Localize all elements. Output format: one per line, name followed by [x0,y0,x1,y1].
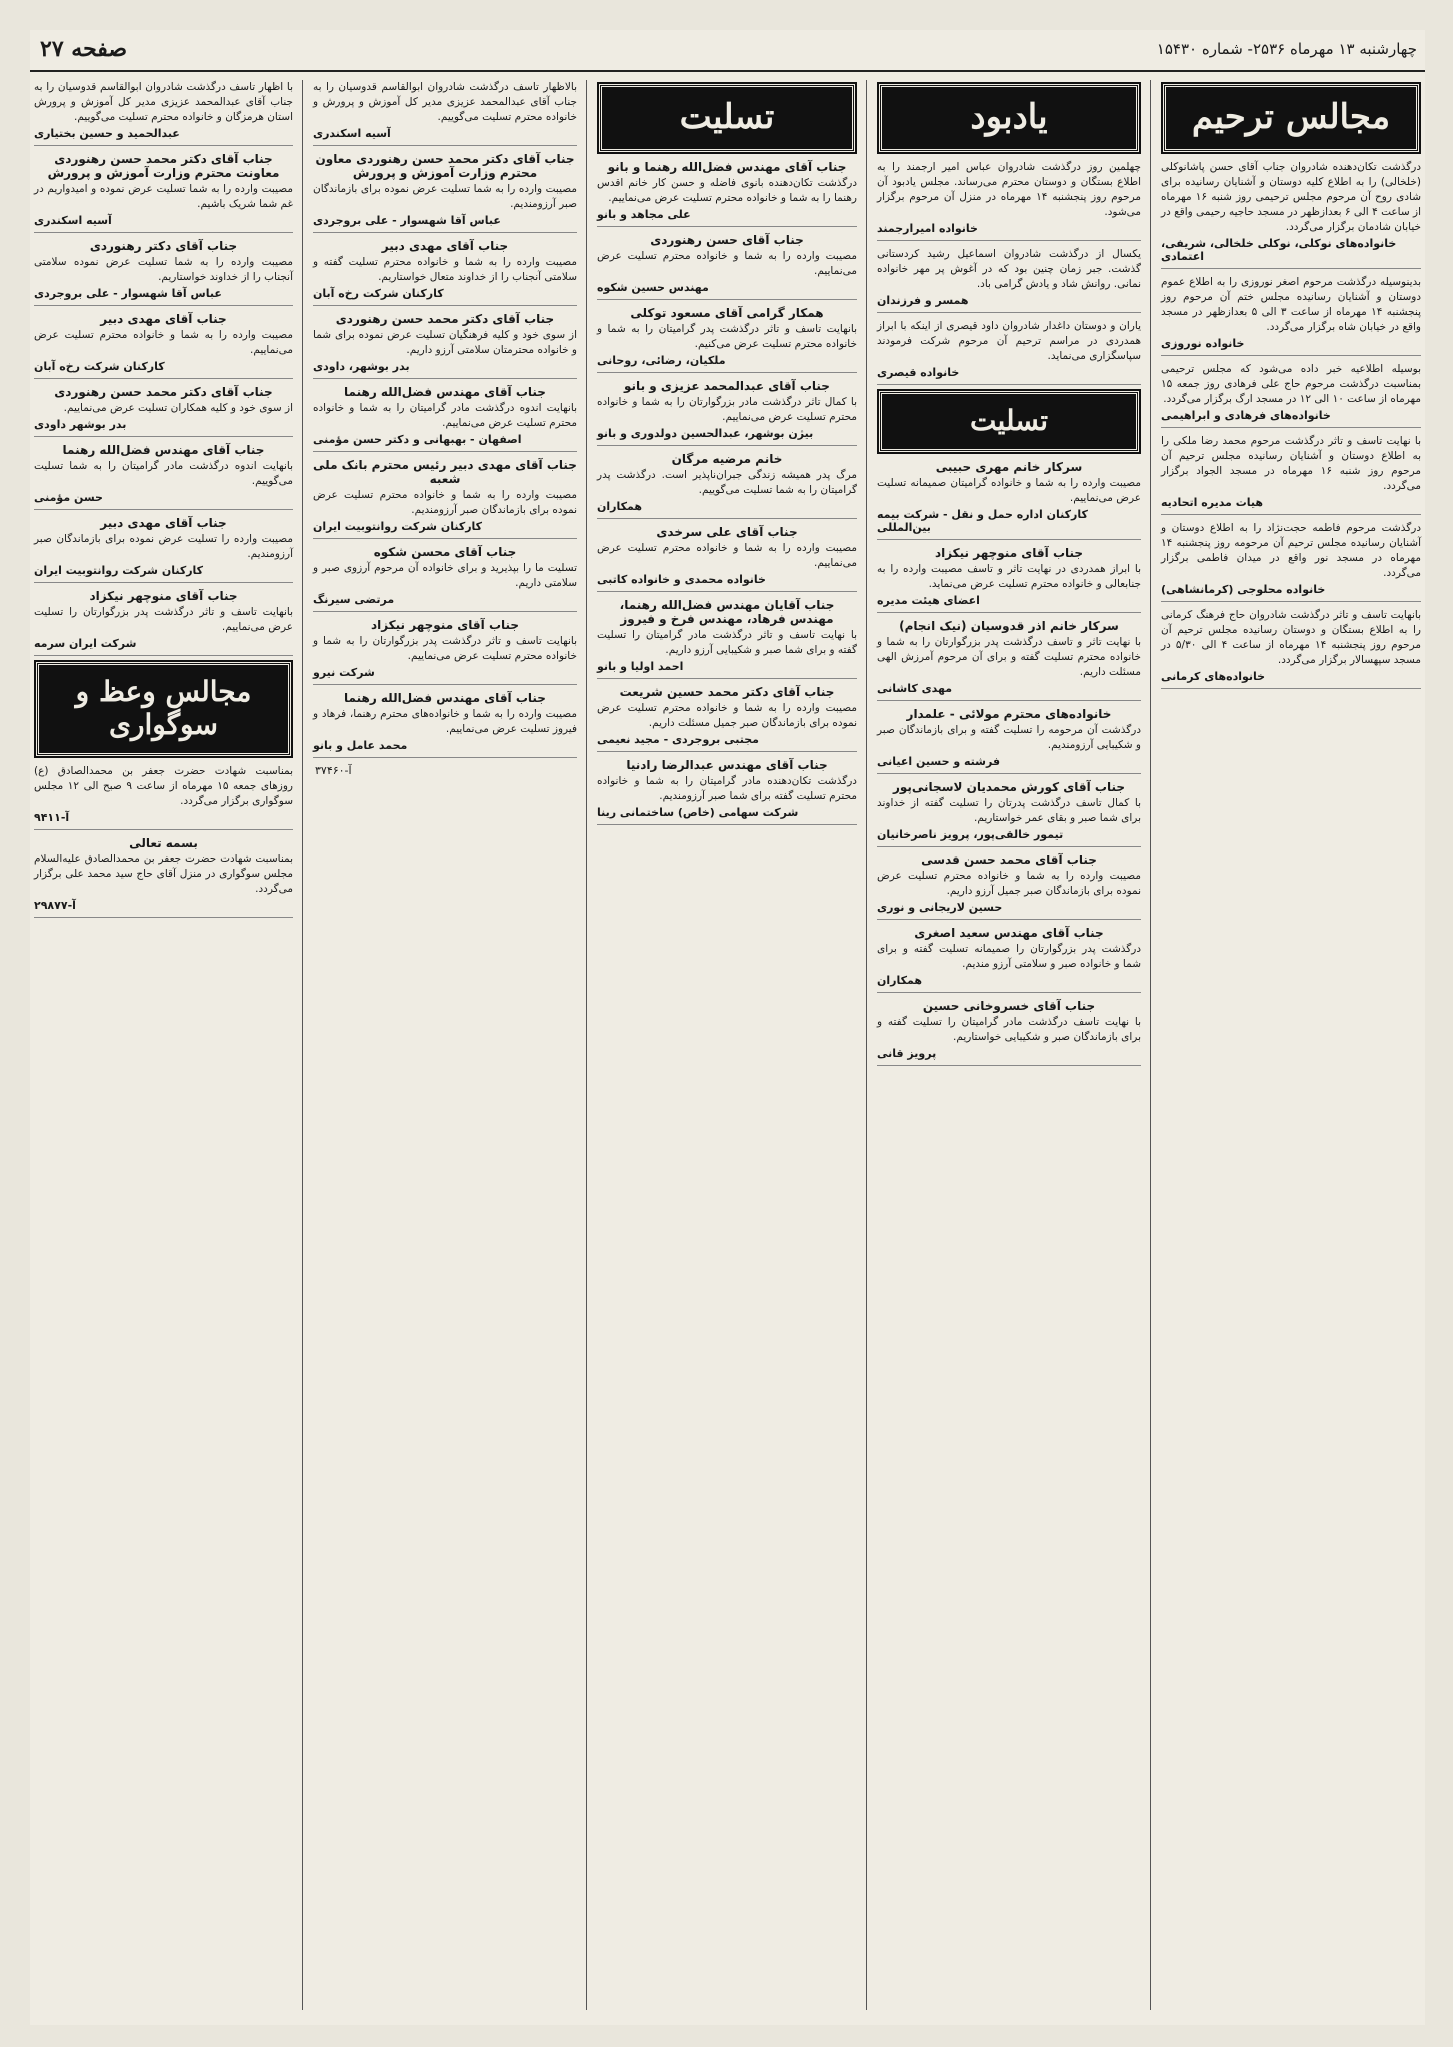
notice-body: بانهایت تاسف و تاثر درگذشت شادروان حاج فرهنگ کرمانی را به اطلاع بستگان و دوستان رسانیده مجلس ترحیم آن مرحوم روز پنجشنبه ۱۴ مهرماه از ساعت ۴ الی ۵/۳۰ در مسجد سپهسالار برگزار می‌گردد. [1161,609,1421,666]
notice-signature: بیژن بوشهر، عبدالحسین دولدوری و بانو [597,427,814,440]
column-condolence [593,80,861,2010]
notice [34,239,293,306]
notice-title: جناب آقای مهندس عبدالرضا رادنیا [626,758,828,772]
notice-title: جناب آقای کورش محمدیان لاسجانی‌پور [892,780,1126,794]
notice [597,160,857,227]
notice [1161,275,1421,356]
notice-body: تسلیت ما را بپذیرید و برای خانواده آن مرحوم آرزوی صبر و سلامتی داریم. [313,562,577,589]
notice-body: از سوی خود و کلیه فرهنگیان تسلیت عرض نموده برای شما و خانواده محترمتان سلامتی آرزو داریم. [313,329,577,356]
notice [313,239,577,306]
column-memorial-services [1157,80,1425,2010]
notice-signature: آ-۹۴۱۱ [34,811,70,824]
notice-signature: کارکنان شرکت روانتوبیت ایران [34,564,204,577]
notice [597,379,857,446]
notice-body: مصیبت وارده را به شما و خانواده محترم تسلیت عرض می‌نماییم. [34,329,293,356]
section-banner-remembrance: یادبود [879,84,1139,152]
notice [313,312,577,379]
notice [877,319,1141,385]
notice [597,758,857,825]
section-banner-condolence: تسلیت [599,84,855,152]
notice-body: مصیبت وارده را به شما و خانواده محترم تسلیت عرض نموده برای بازماندگان صبر جمیل مسئلت داریم. [597,702,857,729]
notice-body: مصیبت وارده را به شما و خانواده محترم تسلیت عرض می‌نماییم. [597,542,857,569]
notice-body: مصیبت وارده را به شما و خانواده محترم تسلیت عرض نموده برای بازماندگان صبر جمیل آرزو داریم. [877,870,1141,897]
notice [877,926,1141,993]
notice-list [873,460,1145,1066]
notice [313,385,577,452]
column-condolence-messages [309,80,581,2010]
notice-title: جناب آقای مهندس فضل‌الله رهنما [344,691,546,705]
notice-signature: محمد عامل و بانو [313,739,408,752]
column-remembrance [873,80,1145,2010]
notice-body: با ابراز همدردی در نهایت تاثر و تاسف مصیبت وارده را به جنابعالی و خانواده محترم تسلیت عرض می‌نماید. [877,563,1141,590]
notice-title: جناب آقای مهندس فضل‌الله رهنما [62,443,265,457]
notice-list [309,80,581,758]
notice [877,780,1141,847]
notice-body: بمناسبت شهادت حضرت جعفر بن محمدالصادق علیه‌السلام مجلس سوگواری در منزل آقای حاج سید محمد علی برگزار می‌گردد. [34,853,293,895]
notice-list [873,160,1145,385]
notice-signature: احمد اولیا و بانو [597,660,684,673]
notice-title: سرکار خانم مهری حبیبی [935,460,1083,474]
notice-signature: خانواده امیرارجمند [877,222,978,235]
notice [34,764,293,830]
notice-signature: اصفهان - بهبهانی و دکتر حسن مؤمنی [313,433,522,446]
notice-body: مصیبت وارده را به شما و خانواده محترم تسلیت عرض نموده برای بازماندگان صبر آرزومندیم. [313,489,577,516]
notice-title: همکار گرامی آقای مسعود توکلی [630,306,824,320]
notice [877,707,1141,774]
notice-signature: خانواده محلوجی (کرمانشاهی) [1161,583,1326,596]
notice-signature: بدر بوشهر، داودی [313,360,410,373]
notice-signature: آسیه اسکندری [34,214,112,227]
notice-body: درگذشت آن مرحومه را تسلیت گفته و برای بازماندگان صبر و شکیبایی آرزومندیم. [877,724,1141,751]
notice [34,516,293,583]
section-banner-condolence: تسلیت [879,391,1139,452]
notice-signature: تیمور خالقی‌پور، پرویز ناصرخانیان [877,828,1064,841]
notice-title: جناب آقای دکتر رهنوردی [89,239,238,253]
notice [313,691,577,758]
notice [597,452,857,519]
notice-signature: کارکنان شرکت روانتوبیت ایران [313,520,483,533]
notice-signature: مهندس حسین شکوه [597,281,709,294]
notice-signature: هیات مدیره اتحادیه [1161,496,1263,509]
notice [34,836,293,918]
notice-signature: مجتبی بروجردی - مجید نعیمی [597,733,759,746]
notice-signature: ملکیان، رضائی، روحانی [597,354,726,367]
notice-signature: حسین لاریجانی و نوری [877,901,1003,914]
notice-list [30,764,297,918]
notice-body: یکسال از درگذشت شادروان اسماعیل رشید کردستانی گذشت. جبر زمان چنین بود که در آغوش پر مهر خانواده نمانی. روانش شاد و یادش گرامی باد. [877,248,1141,290]
notice [313,80,577,146]
column-divider [1150,80,1151,2010]
notice-title: جناب آقای منوچهر نیکزاد [934,546,1084,560]
notice-signature: علی مجاهد و بانو [597,208,691,221]
notice [1161,434,1421,515]
notice-body: بدینوسیله درگذشت مرحوم اصغر نوروزی را به اطلاع عموم دوستان و آشنایان رسانیده مجلس ختم آن مرحوم روز پنجشنبه ۱۴ مهرماه از ساعت ۳ الی ۵ بعدازظهر در مسجد واقع در خیابان شاه برگزار می‌گردد. [1161,276,1421,333]
notice [313,152,577,233]
section-banner-sermon: مجالس وعظ و سوگواری [36,662,291,756]
notice [34,312,293,379]
notice [34,385,293,437]
notice [877,619,1141,701]
notice-title: خانواده‌های محترم مولائی - علمدار [906,707,1112,721]
column-divider [302,80,303,2010]
notice-signature: عباس آقا شهسوار - علی بروجردی [313,214,501,227]
notice-title: جناب آقای حسن رهنوردی [650,233,804,247]
column-divider [866,80,867,2010]
notice-title: جناب آقای علی سرخدی [656,525,798,539]
notice-list [30,80,297,656]
notice-body: مصیبت وارده را به شما و خانواده‌های محترم رهنما، فرهاد و فیروز تسلیت عرض می‌نماییم. [313,708,577,735]
notice-body: درگذشت تکان‌دهنده بانوی فاضله و حسن کار خانم اقدس رهنما را به شما و خانواده محترم تسلیت عرض می‌نماییم. [597,177,857,204]
notice-body: مصیبت وارده را به شما تسلیت عرض نموده سلامتی آنجناب را از خداوند خواستاریم. [34,256,293,283]
notice-signature: شرکت سهامی (خاص) ساختمانی رینا [597,806,799,819]
notice-body: مصیبت وارده را به شما تسلیت عرض نموده برای بازماندگان صبر آرزومندیم. [313,183,577,210]
notice-signature: خانواده محمدی و خانواده کاتبی [597,573,766,586]
notice-signature: خانواده‌های فرهادی و ابراهیمی [1161,409,1331,422]
notice-body: با نهایت تاثر و تاسف درگذشت پدر بزرگوارتان را به شما و خانواده محترم تسلیت گفته و برای آن مرحوم آمرزش الهی مسئلت داریم. [877,636,1141,678]
notice-body: با نهایت تاسف درگذشت مادر گرامیتان را تسلیت گفته و برای بازماندگان صبر و شکیبایی خواستاریم. [877,1016,1141,1043]
notice-body: بانهایت تاسف و تاثر درگذشت پدر بزرگوارتان را تسلیت عرض می‌نماییم. [34,606,293,633]
notice-signature: حسن مؤمنی [34,491,103,504]
notice-body: مصیبت وارده را به شما و خانواده گرامیتان صمیمانه تسلیت عرض می‌نماییم. [877,477,1141,504]
notice-body: با اظهار تاسف درگذشت شادروان ابوالقاسم قدوسیان را به جناب آقای عبدالمحمد عزیزی مدیر کل آموزش و پرورش استان هرمزگان و خانواده محترم تسلیت می‌گوییم. [34,81,293,123]
notice-signature: خانواده‌های نوکلی، نوکلی خلخالی، شریفی، اعتمادی [1161,237,1397,263]
notice-signature: عباس آقا شهسوار - علی بروجردی [34,287,222,300]
notice-body: با نهایت تاسف و تاثر درگذشت مادر گرامیتان را تسلیت گفته و برای شما صبر و شکیبایی آرزو داریم. [597,629,857,656]
notice-signature: فرشته و حسین اعیانی [877,755,1001,768]
notice-signature: پرویز قانی [877,1047,937,1060]
notice-signature: اعضای هیئت مدیره [877,594,980,607]
notice-title: جناب آقای مهدی دبیر [381,239,509,253]
notice-title: جناب آقای دکتر محمد حسن رهنوردی [54,385,273,399]
notice-body: بانهایت اندوه درگذشت مادر گرامیتان را به شما تسلیت می‌گوییم. [34,460,293,487]
notice-title: جناب آقای مهندس فضل‌الله رهنما [344,385,546,399]
notice-body: از سوی خود و کلیه همکاران تسلیت عرض می‌نماییم. [63,402,293,414]
page-header [30,30,1425,72]
notice-signature: مهدی کاشانی [877,682,953,695]
notice-title: جناب آقای مهدی دبیر رئیس محترم بانک ملی شعبه [313,458,577,486]
notice-body: بانهایت اندوه درگذشت مادر گرامیتان را به شما و خانواده محترم تسلیت عرض می‌نماییم. [313,402,577,429]
notice [877,460,1141,540]
notice-signature: بدر بوشهر داودی [34,418,127,431]
notice [313,458,577,539]
notice-body: مصیبت وارده را تسلیت عرض نموده برای بازماندگان صبر آرزومندیم. [34,533,293,560]
notice-title: جناب آقای دکتر محمد حسن رهنوردی [335,312,555,326]
notice-body: با کمال تاثر درگذشت مادر بزرگوارتان را به شما و خانواده محترم تسلیت عرض می‌نماییم. [597,396,857,423]
notice-signature: مرتضی سیرنگ [313,593,395,606]
notice-title: خانم مرضیه مرگان [671,452,783,466]
notice-signature: عبدالحمید و حسین بختیاری [34,127,180,140]
notice-signature: کارکنان شرکت رخ‌ه آبان [34,360,165,373]
notice-body: یاران و دوستان داغدار شادروان داود قیصری از اینکه با ابراز همدردی در مراسم ترحیم آن مرحوم شرکت فرمودند سپاسگزاری می‌نماید. [877,320,1141,362]
page-number: صفحه ۲۷ [40,36,128,62]
notice-title: جناب آقای مهندس فضل‌الله رهنما و بانو [607,160,847,174]
notice [877,999,1141,1066]
notice-signature: آ-۲۹۸۷۷ [34,899,76,912]
notice-title: جناب آقای مهدی دبیر [100,312,227,326]
notice-body: بانهایت تاسف و تاثر درگذشت پدر بزرگوارتان را به شما و خانواده محترم تسلیت عرض می‌نماییم. [313,635,577,662]
notice-body: مصیبت وارده را به شما و خانواده محترم تسلیت عرض می‌نماییم. [597,250,857,277]
notice [1161,160,1421,269]
notice-body: درگذشت پدر بزرگوارتان را صمیمانه تسلیت گفته و برای شما و خانواده صبر و سلامتی آرزو مندیم. [877,943,1141,970]
notice [597,598,857,679]
notice-body: با نهایت تاسف و تاثر درگذشت مرحوم محمد رضا ملکی را به اطلاع دوستان و آشنایان رسانیده مجلس ترحیم آن مرحوم روز شنبه ۱۶ مهرماه در مسجد الجواد برگزار می‌گردد. [1161,435,1421,492]
notice-body: درگذشت تکان‌دهنده شادروان جناب آقای حسن پاشانوکلی (خلخالی) را به اطلاع کلیه دوستان و آشنایان رسانیده برای شادی روح آن مرحوم مجلس ترحیمی روز شنبه ۱۶ مهرماه از ساعت ۴ الی ۶ بعدازظهر در مسجد حاجیه رحیمی واقع در خیابان شادمان برگزار می‌گردد. [1161,161,1421,233]
column-divider [586,80,587,2010]
notice-title: جناب آقایان مهندس فضل‌الله رهنما، مهندس فرهاد، مهندس فرخ و فیروز [619,598,835,626]
notice [877,160,1141,241]
issue-date: چهارشنبه ۱۳ مهرماه ۲۵۳۶- شماره ۱۵۴۳۰ [1156,40,1417,58]
notice-body: با کمال تاسف درگذشت پدرتان را تسلیت گفته از خداوند برای شما صبر و بقای عمر خواستاریم. [877,797,1141,824]
notice [313,545,577,612]
notice-title: جناب آقای منوچهر نیکزاد [370,618,520,632]
notice-body: بمناسبت شهادت حضرت جعفر بن محمدالصادق (ع) روزهای جمعه ۱۵ مهرماه از ساعت ۹ صبح الی ۱۲ مجلس سوگواری برگزار می‌گردد. [34,765,293,807]
notice [597,306,857,373]
notice-title: جناب آقای محمد حسن قدسی [921,853,1097,867]
notice [597,685,857,752]
notice [313,618,577,685]
notice-list [593,160,861,825]
notice-signature: خانواده نوروزی [1161,337,1245,350]
notice-title: جناب آقای دکتر محمد حسن رهنوردی معاون محترم وزارت آموزش و پرورش [315,152,575,180]
notice-body: چهلمین روز درگذشت شادروان عباس امیر ارجمند را به اطلاع بستگان و دوستان محترم می‌رساند. مجلس یادبود آن مرحوم روز پنجشنبه ۱۴ مهرماه در منزل آن مرحوم برگزار می‌شود. [877,161,1142,218]
notice-signature: خانواده قیصری [877,366,960,379]
section-banner-memorial: مجالس ترحیم [1163,84,1419,152]
notice-list [1157,160,1425,689]
notice-signature: همکاران [877,974,923,987]
notice [877,546,1141,613]
notice-title: جناب آقای محسن شکوه [373,545,517,559]
notice-title: جناب آقای خسرو‌خانی حسین [922,999,1096,1013]
notice-body: درگذشت تکان‌دهنده مادر گرامیتان را به شما و خانواده محترم تسلیت گفته برای شما صبر آرزومندیم. [597,775,857,802]
notice-body: مرگ پدر همیشه زندگی جبران‌ناپذیر است. درگذشت پدر گرامیتان را به شما تسلیت می‌گوییم. [597,469,857,496]
newspaper-page [30,30,1425,2025]
notice-signature: کارکنان شرکت رخ‌ه آبان [313,287,444,300]
notice [34,80,293,146]
notice-title: جناب آقای مهدی دبیر [100,516,227,530]
notice-signature: همسر و فرزندان [877,294,969,307]
notice [34,152,293,233]
notice [1161,521,1421,602]
notice-signature: خانواده‌های کرمانی [1161,670,1266,683]
notice-signature: شرکت ایران سرمه [34,637,137,650]
notice-title: سرکار خانم اذر قدوسیان (نیک انجام) [899,619,1119,633]
notice-body: بانهایت تاسف و تاثر درگذشت پدر گرامیتان را به شما و خانواده محترم تسلیت عرض می‌کنیم. [597,323,857,350]
notice [34,443,293,510]
notice-body: بوسیله اطلاعیه خبر داده می‌شود که مجلس ترحیمی بمناسبت درگذشت مرحوم حاج علی فرهادی روز جمعه ۱۵ مهرماه از ساعت ۱۰ الی ۱۲ در مسجد ارگ برگزار می‌گردد. [1161,363,1421,405]
notice-signature: شرکت نیرو [313,666,375,679]
notice [877,247,1141,313]
notice-signature: همکاران [597,500,643,513]
notice-title: بسمه تعالی [129,836,198,850]
notice-signature: کارکنان اداره حمل و نقل - شرکت بیمه بین‌المللی [877,508,1088,534]
notice [597,233,857,300]
notice-title: جناب آقای عبدالمحمد عزیزی و بانو [624,379,830,393]
column-mourning [30,80,297,2010]
notice-title: جناب آقای دکتر محمد حسین شریعت [619,685,835,699]
notice-title: جناب آقای مهندس سعید اصغری [914,926,1104,940]
notice [597,525,857,592]
notice-body: درگذشت مرحوم فاطمه حجت‌نژاد را به اطلاع دوستان و آشنایان رسانیده مجلس ترحیم آن مرحومه روز پنجشنبه ۱۴ مهرماه در مسجد نور واقع در میدان فاطمی برگزار می‌گردد. [1161,522,1421,579]
notice-signature: آسیه اسکندری [313,127,391,140]
notice-body: بالاظهار تاسف درگذشت شادروان ابوالقاسم قدوسیان را به جناب آقای عبدالمحمد عزیزی مدیر کل آموزش و پرورش و خانواده محترم تسلیت می‌گوییم. [313,81,577,123]
notice [877,853,1141,920]
notice-title: جناب آقای دکتر محمد حسن رهنوردی معاونت محترم وزارت آموزش و پرورش [47,152,280,180]
notice-body: مصیبت وارده را به شما و خانواده محترم تسلیت گفته و سلامتی آنجناب را از خداوند متعال خواستاریم. [313,256,577,283]
notice-body: مصیبت وارده را به شما تسلیت عرض نموده و امیدواریم در غم شما شریک باشیم. [34,183,293,210]
notice-title: جناب آقای منوچهر نیکزاد [89,589,238,603]
notice [1161,362,1421,428]
ad-code: آ-۳۷۴۶۰ [315,764,352,777]
notice [1161,608,1421,689]
notice [34,589,293,656]
